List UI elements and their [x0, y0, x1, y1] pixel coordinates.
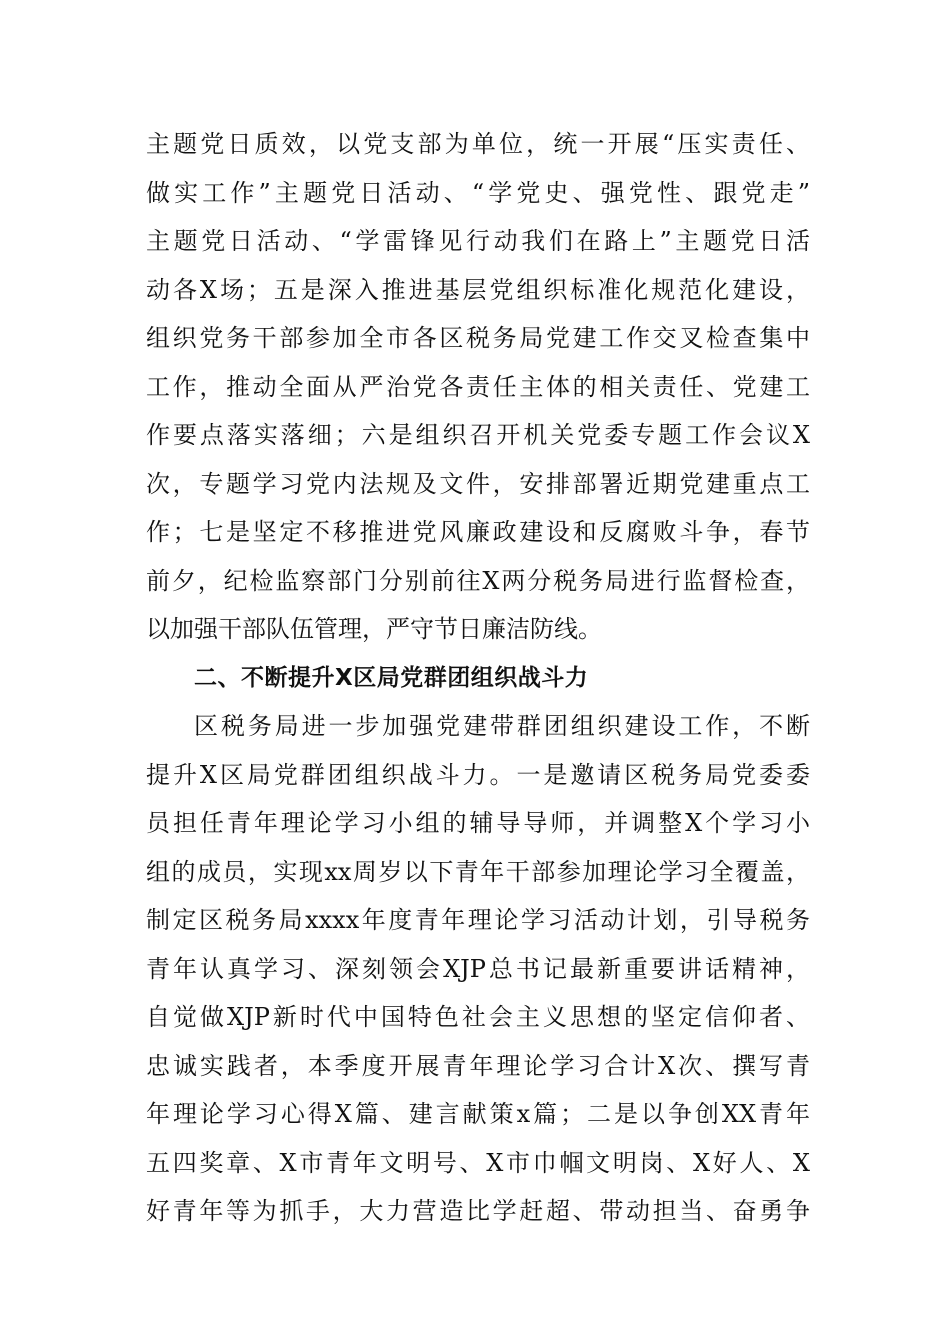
paragraph-line: 组织党务干部参加全市各区税务局党建工作交叉检查集中 — [146, 324, 810, 352]
paragraph-line: 次，专题学习党内法规及文件，安排部署近期党建重点工 — [146, 469, 810, 498]
paragraph-line: 组的成员，实现xx周岁以下青年干部参加理论学习全覆盖， — [146, 857, 810, 886]
paragraph-line: 五四奖章、X市青年文明号、X市巾帼文明岗、X好人、X — [146, 1148, 810, 1177]
paragraph-line: 主题党日质效，以党支部为单位，统一开展“压实责任、 — [146, 130, 810, 158]
paragraph-line: 作；七是坚定不移推进党风廉政建设和反腐败斗争，春节 — [146, 518, 810, 546]
paragraph-line: 青年认真学习、深刻领会XJP总书记最新重要讲话精神， — [146, 954, 810, 983]
paragraph-line: 动各X场；五是深入推进基层党组织标准化规范化建设， — [146, 275, 810, 304]
paragraph-line: 以加强干部队伍管理，严守节日廉洁防线。 — [146, 615, 602, 643]
section-heading: 二、不断提升X区局党群团组织战斗力 — [194, 664, 589, 691]
paragraph-2 — [146, 702, 810, 1236]
paragraph-line: 工作，推动全面从严治党各责任主体的相关责任、党建工 — [146, 372, 810, 401]
paragraph-line: 区税务局进一步加强党建带群团组织建设工作，不断 — [194, 712, 810, 740]
paragraph-1 — [146, 120, 810, 654]
paragraph-line: 主题党日活动、“学雷锋见行动我们在路上”主题党日活 — [146, 227, 810, 255]
paragraph-line: 制定区税务局xxxx年度青年理论学习活动计划，引导税务 — [146, 906, 810, 934]
paragraph-line: 年理论学习心得X篇、建言献策x篇；二是以争创XX青年 — [146, 1100, 810, 1128]
paragraph-line: 忠诚实践者，本季度开展青年理论学习合计X次、撰写青 — [146, 1051, 810, 1080]
paragraph-line: 作要点落实落细；六是组织召开机关党委专题工作会议X — [146, 421, 810, 449]
paragraph-line: 员担任青年理论学习小组的辅导导师，并调整X个学习小 — [146, 809, 810, 837]
paragraph-line: 前夕，纪检监察部门分别前往X两分税务局进行监督检查， — [146, 566, 810, 595]
document-body — [146, 120, 810, 1236]
paragraph-line: 好青年等为抓手，大力营造比学赶超、带动担当、奋勇争 — [146, 1197, 810, 1225]
paragraph-line: 做实工作”主题党日活动、“学党史、强党性、跟党走” — [146, 178, 810, 207]
paragraph-line: 提升X区局党群团组织战斗力。一是邀请区税务局党委委 — [146, 760, 810, 789]
paragraph-line: 自觉做XJP新时代中国特色社会主义思想的坚定信仰者、 — [146, 1003, 810, 1031]
